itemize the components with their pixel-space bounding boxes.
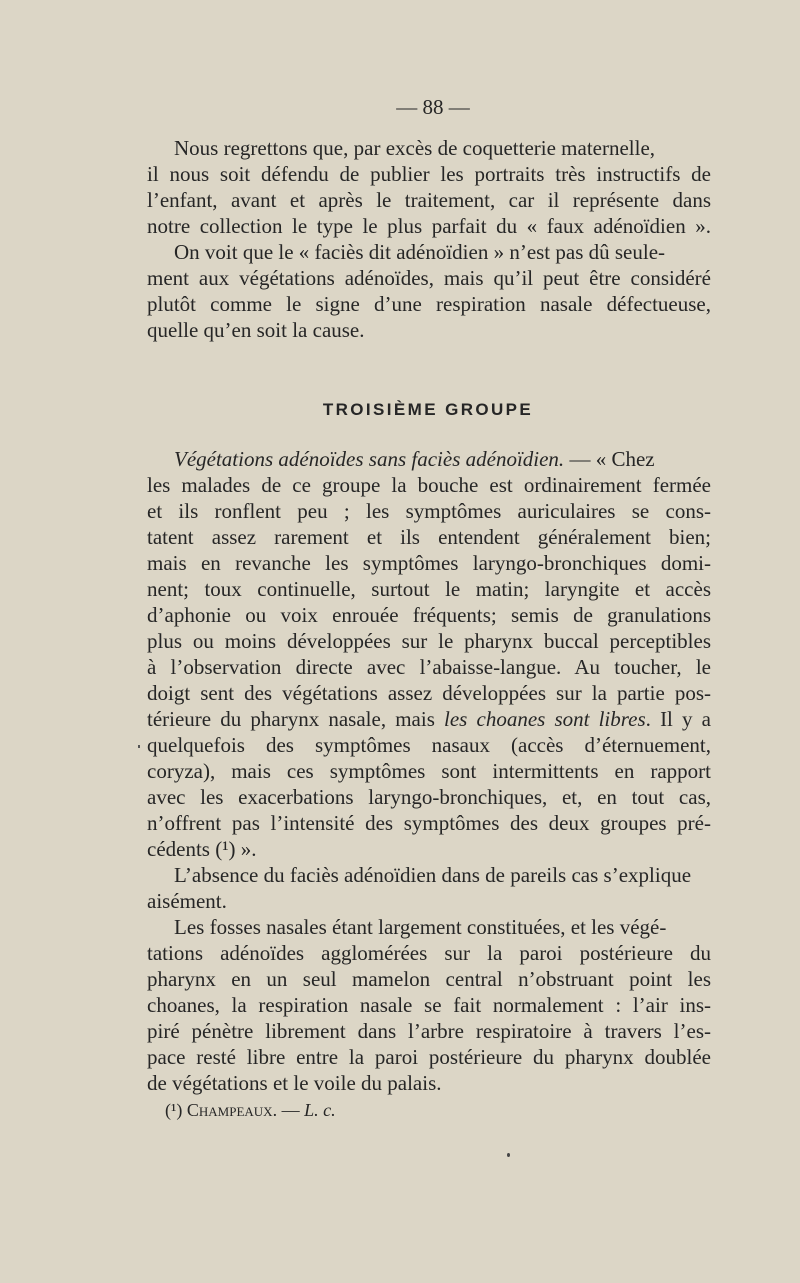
text-line: coryza), mais ces symptômes sont intermittents en rapport	[147, 759, 711, 783]
text-line: à l’observation directe avec l’abaisse-langue. Au toucher, le	[147, 655, 711, 679]
text-line: il nous soit défendu de publier les portraits très instructifs de	[147, 162, 711, 186]
footnote-reference: L. c.	[304, 1100, 336, 1120]
text-run: térieure du pharynx nasale, mais	[147, 707, 445, 731]
text-line	[174, 446, 711, 472]
footnote-mark: (¹)	[165, 1100, 187, 1120]
ink-speck	[138, 745, 140, 748]
ink-dot	[507, 1153, 510, 1157]
text-line: d’aphonie ou voix enrouée fréquents; semis de granulations	[147, 603, 711, 627]
text-line: mais en revanche les symptômes laryngo-bronchiques domi-	[147, 551, 711, 575]
text-line	[147, 706, 711, 732]
text-line: On voit que le « faciès dit adénoïdien » n’est pas dû seule-	[174, 240, 666, 264]
text-line: doigt sent des végétations assez développées sur la partie pos-	[147, 681, 711, 705]
text-line: de végétations et le voile du palais.	[147, 1071, 442, 1095]
text-line: Nous regrettons que, par excès de coquetterie maternelle,	[174, 136, 656, 160]
text-line: et ils ronflent peu ; les symptômes auriculaires se cons-	[147, 499, 711, 523]
text-line: pharynx en un seul mamelon central n’obstruant point les	[147, 967, 711, 991]
text-run: . Il y a	[645, 707, 711, 731]
text-line: plus ou moins développées sur le pharynx buccal perceptibles	[147, 629, 711, 653]
text-line: n’offrent pas l’intensité des symptômes des deux groupes pré-	[147, 811, 711, 835]
text-line: aisément.	[147, 889, 227, 913]
text-line: tations adénoïdes agglomérées sur la paroi postérieure du	[147, 941, 711, 965]
text-line: quelquefois des symptômes nasaux (accès d’éternuement,	[147, 733, 711, 757]
section-heading: TROISIÈME GROUPE	[322, 400, 534, 419]
text-line: plutôt comme le signe d’une respiration nasale défectueuse,	[147, 292, 711, 316]
text-line: l’enfant, avant et après le traitement, car il représente dans	[147, 188, 711, 212]
text-line: tatent assez rarement et ils entendent généralement bien;	[147, 525, 711, 549]
text-line: quelle qu’en soit la cause.	[147, 318, 365, 342]
text-line: cédents (¹) ».	[147, 837, 257, 861]
footnote-separator: . —	[272, 1100, 305, 1120]
text-line: ment aux végétations adénoïdes, mais qu’il peut être considéré	[147, 266, 711, 290]
text-run: — « Chez	[564, 447, 655, 471]
footnote-author: Champeaux	[186, 1100, 273, 1120]
italic-subheading: Végétations adénoïdes sans faciès adénoïdien.	[174, 447, 565, 471]
text-line: choanes, la respiration nasale se fait normalement : l’air ins-	[147, 993, 711, 1017]
text-line: pace resté libre entre la paroi postérieure du pharynx doublée	[147, 1045, 711, 1069]
text-line: notre collection le type le plus parfait du « faux adénoïdien ».	[147, 214, 711, 238]
page-number: — 88 —	[396, 95, 470, 119]
text-line: Les fosses nasales étant largement constituées, et les végé-	[174, 915, 667, 939]
italic-phrase: les choanes sont libres	[444, 707, 646, 731]
text-line: piré pénètre librement dans l’arbre respiratoire à travers l’es-	[147, 1019, 711, 1043]
text-line: L’absence du faciès adénoïdien dans de pareils cas s’explique	[174, 863, 692, 887]
text-line: les malades de ce groupe la bouche est ordinairement fermée	[147, 473, 711, 497]
text-line: nent; toux continuelle, surtout le matin; laryngite et accès	[147, 577, 711, 601]
footnote	[165, 1098, 336, 1122]
text-line: avec les exacerbations laryngo-bronchiques, et, en tout cas,	[147, 785, 711, 809]
